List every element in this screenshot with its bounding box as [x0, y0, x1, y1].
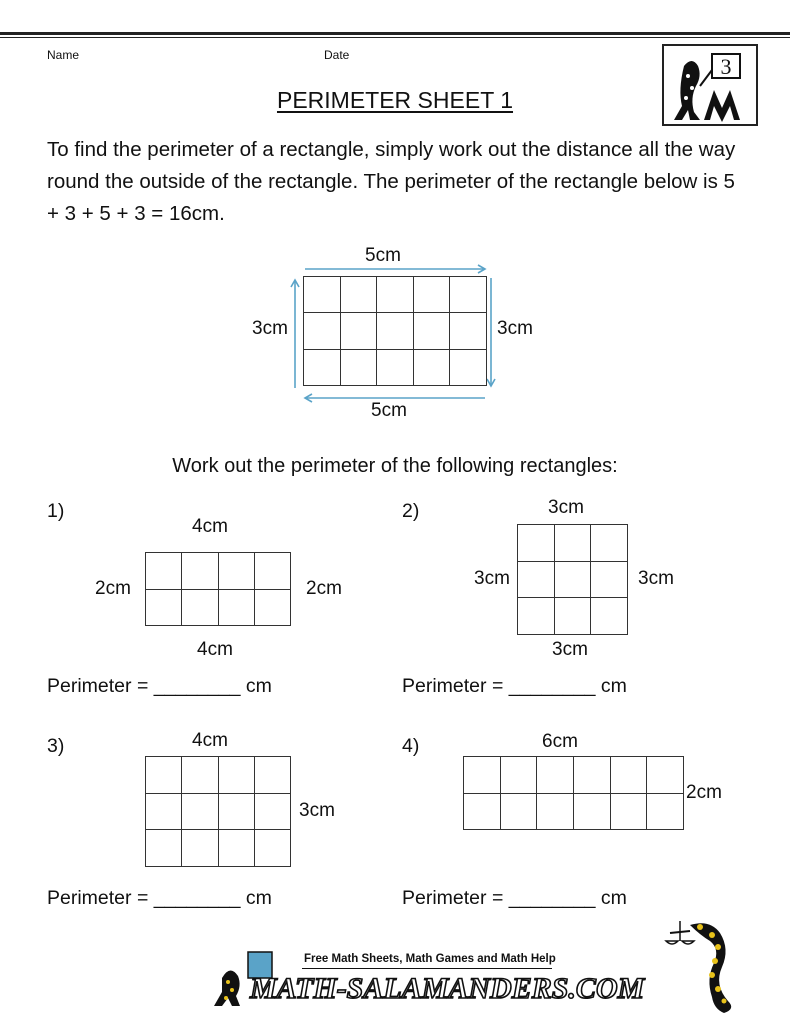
- problem-1-number: 1): [47, 500, 65, 522]
- footer-rule: [302, 968, 552, 969]
- page-title: PERIMETER SHEET 1: [276, 87, 514, 113]
- problem-2-right-label: 3cm: [638, 568, 674, 589]
- example-top-label: 5cm: [365, 245, 401, 266]
- name-label: Name: [47, 48, 80, 62]
- problem-1-top-label: 4cm: [192, 516, 228, 537]
- problem-1-answer[interactable]: [47, 675, 272, 698]
- problem-2-answer[interactable]: [402, 675, 627, 698]
- answer-unit: cm: [595, 675, 627, 697]
- intro-paragraph: To find the perimeter of a rectangle, simply work out the distance all the way round the outside of the rectangle. The perimeter of the rectangle below is 5 + 3 + 5 + 3 = 16cm.: [47, 138, 736, 225]
- problem-3-number: 3): [47, 735, 65, 757]
- answer-blank[interactable]: ________: [508, 675, 596, 697]
- footer-site-logo[interactable]: MATH-SALAMANDERS.COM: [250, 972, 645, 1005]
- answer-unit: cm: [240, 887, 272, 909]
- example-left-label: 3cm: [252, 318, 288, 339]
- top-rule-thin: [0, 37, 790, 38]
- grade-number: 3: [720, 54, 732, 79]
- problem-3-rectangle: [145, 756, 291, 867]
- problem-1-bottom-label: 4cm: [197, 639, 233, 660]
- problem-1-right-label: 2cm: [306, 578, 342, 599]
- footer-tagline: Free Math Sheets, Math Games and Math Help: [304, 953, 556, 965]
- example-right-label: 3cm: [497, 318, 533, 339]
- top-rule: [0, 32, 790, 35]
- problem-3-answer[interactable]: [47, 887, 272, 910]
- answer-prefix: Perimeter =: [402, 675, 509, 697]
- problem-4-rectangle: [463, 756, 684, 830]
- problem-4-top-label: 6cm: [542, 731, 578, 752]
- problem-2-left-label: 3cm: [474, 568, 510, 589]
- problem-2-bottom-label: 3cm: [552, 639, 588, 660]
- problem-2-rectangle: [517, 524, 628, 635]
- answer-unit: cm: [240, 675, 272, 697]
- answer-blank[interactable]: ________: [153, 887, 241, 909]
- problem-1-left-label: 2cm: [95, 578, 131, 599]
- problem-2-top-label: 3cm: [548, 497, 584, 518]
- problem-1-rectangle: [145, 552, 291, 626]
- answer-prefix: Perimeter =: [47, 675, 154, 697]
- answer-prefix: Perimeter =: [402, 887, 509, 909]
- answer-blank[interactable]: ________: [153, 675, 241, 697]
- problem-2-number: 2): [402, 500, 420, 522]
- answer-blank[interactable]: ________: [508, 887, 596, 909]
- problem-4-answer[interactable]: [402, 887, 627, 910]
- problem-3-right-label: 3cm: [299, 800, 335, 821]
- date-label: Date: [324, 48, 350, 62]
- problem-4-number: 4): [402, 735, 420, 757]
- example-bottom-label: 5cm: [371, 400, 407, 421]
- problem-4-right-label: 2cm: [686, 782, 722, 803]
- answer-prefix: Perimeter =: [47, 887, 154, 909]
- instruction: Work out the perimeter of the following rectangles:: [172, 455, 618, 477]
- salamander-icon: [660, 905, 770, 1017]
- problem-3-top-label: 4cm: [192, 730, 228, 751]
- answer-unit: cm: [595, 887, 627, 909]
- example-rectangle: [303, 276, 487, 386]
